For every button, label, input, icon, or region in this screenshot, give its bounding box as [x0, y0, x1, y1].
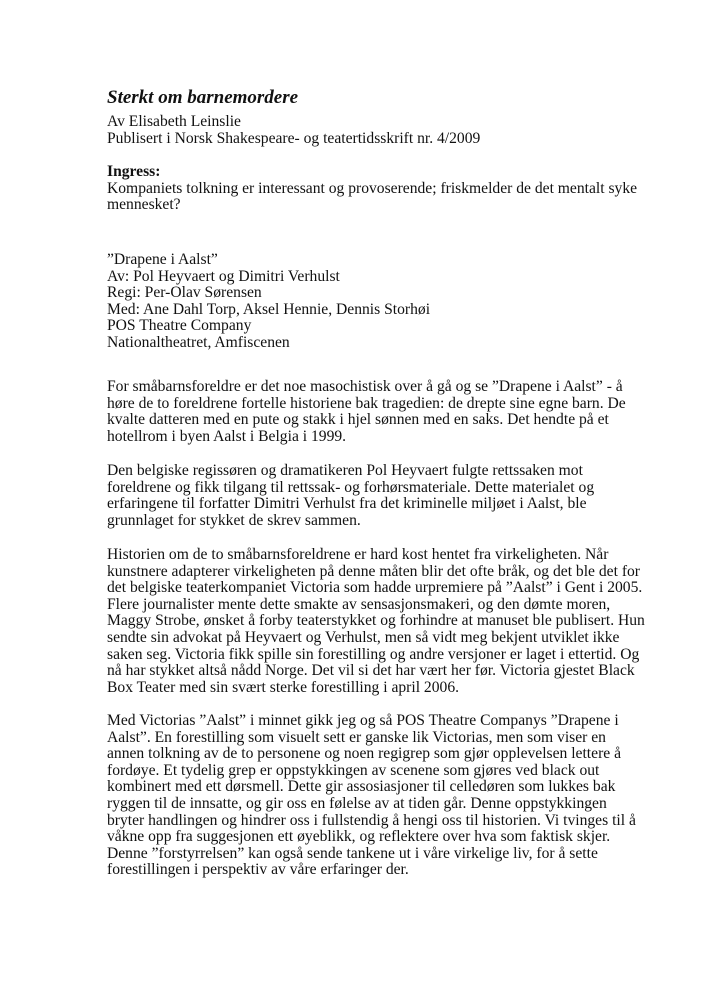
publication-line: Publisert i Norsk Shakespeare- og teatertidsskrift nr. 4/2009	[107, 129, 481, 147]
ingress-label: Ingress:	[107, 163, 161, 180]
paragraph-line: våkne opp fra suggesjonen ett øyeblikk, og reflektere over hva som faktisk skjer.	[107, 828, 611, 846]
paragraph-line: Box Teater med sin svært sterke forestilling i april 2006.	[107, 678, 460, 696]
author-line: Av Elisabeth Leinslie	[107, 113, 241, 130]
paragraph-line: kunstnere adapterer virkeligheten på denne måten blir det ofte bråk, og det ble det for	[107, 562, 641, 580]
byline	[107, 114, 480, 147]
body-paragraph-1	[107, 379, 626, 445]
credit-venue: Nationaltheatret, Amfiscenen	[107, 333, 290, 351]
paragraph-line: foreldrene og fikk tilgang til rettssak- og forhørsmateriale. Dette materialet og	[107, 478, 595, 496]
credit-director: Regi: Per-Olav Sørensen	[107, 284, 262, 302]
paragraph-line: sendte sin advokat på Heyvaert og Verhulst, men så vidt meg bekjent utviklet ikke	[107, 628, 620, 646]
credit-authors: Av: Pol Heyvaert og Dimitri Verhulst	[107, 267, 340, 285]
body-paragraph-4	[107, 713, 636, 879]
credit-company: POS Theatre Company	[107, 317, 252, 335]
paragraph-line: det belgiske teaterkompaniet Victoria som hadde urpremiere på ”Aalst” i Gent i 2005.	[107, 579, 643, 597]
paragraph-line: forestillingen i perspektiv av våre erfaringer der.	[107, 861, 409, 879]
paragraph-line: Aalst”. En forestilling som visuelt sett er ganske lik Victorias, men som viser en	[107, 728, 606, 746]
body-paragraph-3	[107, 547, 645, 696]
paragraph-line: nå har stykket altså nådd Norge. Det vil si det har vært her før. Victoria gjestet Black	[107, 662, 635, 680]
paragraph-line: saken seg. Victoria fikk spille sin forestilling og andre versjoner er laget i ettertid. Og	[107, 645, 640, 663]
paragraph-line: Den belgiske regissøren og dramatikeren Pol Heyvaert fulgte rettssaken mot	[107, 462, 583, 479]
paragraph-line: grunnlaget for stykket de skrev sammen.	[107, 511, 361, 529]
play-title: ”Drapene i Aalst”	[107, 251, 218, 268]
production-credits	[107, 252, 430, 352]
paragraph-line: Denne ”forstyrrelsen” kan også sende tankene ut i våre virkelige liv, for å sette	[107, 844, 598, 862]
paragraph-line: fordøye. Et tydelig grep er oppstykkingen av scenene som gjøres ved black out	[107, 761, 600, 779]
paragraph-line: For småbarnsforeldre er det noe masochistisk over å gå og se ”Drapene i Aalst” - å	[107, 378, 623, 395]
paragraph-line: erfaringene til forfatter Dimitri Verhulst fra det kriminelle miljøet i Aalst, ble	[107, 495, 587, 513]
paragraph-line: høre de to foreldrene fortelle historiene bak tragedien: de drepte sine egne barn. De	[107, 394, 626, 412]
ingress-text-line: mennesket?	[107, 196, 181, 214]
paragraph-line: bryter handlingen og hindrer oss i fullstendig å hengi oss til historien. Vi tvinges til å	[107, 811, 636, 829]
ingress	[107, 164, 637, 214]
body-paragraph-2	[107, 463, 594, 529]
ingress-text-line: Kompaniets tolkning er interessant og provoserende; friskmelder de det mentalt syke	[107, 179, 638, 197]
paragraph-line: ryggen til de innsatte, og gir oss en følelse av at tiden går. Denne oppstykkingen	[107, 794, 607, 812]
paragraph-line: Historien om de to småbarnsforeldrene er hard kost hentet fra virkeligheten. Når	[107, 546, 609, 563]
credit-cast: Med: Ane Dahl Torp, Aksel Hennie, Dennis Storhøi	[107, 300, 431, 318]
paragraph-line: Maggy Strobe, ønsket å forby teaterstykket og forhindre at manuset ble publisert. Hun	[107, 612, 645, 630]
article-title: Sterkt om barnemordere	[107, 87, 299, 108]
paragraph-line: Med Victorias ”Aalst” i minnet gikk jeg og så POS Theatre Companys ”Drapene i	[107, 712, 619, 729]
paragraph-line: annen tolkning av de to personene og noen regigrep som gjør opplevelsen lettere å	[107, 745, 621, 763]
paragraph-line: hotellrom i byen Aalst i Belgia i 1999.	[107, 427, 347, 445]
paragraph-line: kvalte datteren med en pute og stakk i hjel sønnen med en saks. Det hendte på et	[107, 411, 609, 429]
paragraph-line: kombinert med ett dørsmell. Dette gir assosiasjoner til celledøren som lukkes bak	[107, 778, 616, 796]
paragraph-line: Flere journalister mente dette smakte av sensasjonsmakeri, og den dømte moren,	[107, 595, 611, 613]
